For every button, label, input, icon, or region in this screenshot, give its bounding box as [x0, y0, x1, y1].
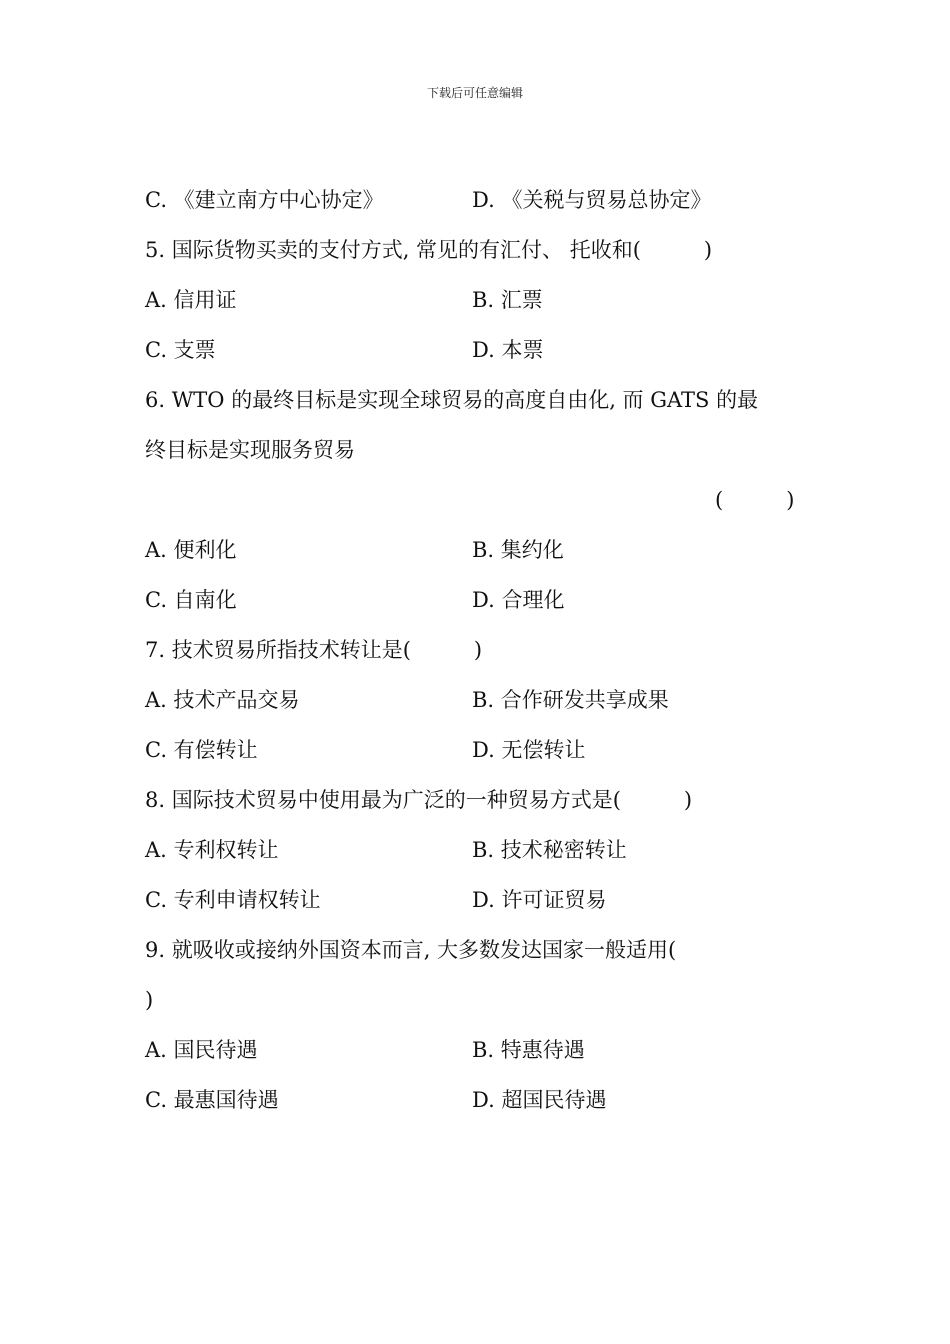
q7-option-b: B. 合作研发共享成果	[472, 688, 669, 712]
q9-stem-line2: )	[145, 988, 154, 1012]
page-header: 下载后可任意编辑	[426, 86, 523, 100]
q5-option-a: A. 信用证	[145, 288, 237, 312]
q8-stem: 8. 国际技术贸易中使用最为广泛的一种贸易方式是( )	[145, 788, 693, 812]
q9-option-b: B. 特惠待遇	[472, 1038, 585, 1062]
q8-option-a: A. 专利权转让	[145, 838, 279, 862]
q5-stem: 5. 国际货物买卖的支付方式, 常见的有汇付、 托收和( )	[145, 238, 713, 262]
q8-option-d: D. 许可证贸易	[472, 888, 607, 912]
q6-stem-line1: 6. WTO 的最终目标是实现全球贸易的高度自由化, 而 GATS 的最	[145, 388, 759, 412]
q5-option-d: D. 本票	[472, 338, 544, 362]
q4-option-c: C. 《建立南方中心协定》	[145, 188, 384, 212]
q8-option-c: C. 专利申请权转让	[145, 888, 321, 912]
q6-option-c: C. 自南化	[145, 588, 237, 612]
q7-stem: 7. 技术贸易所指技术转让是( )	[145, 638, 483, 662]
q7-option-d: D. 无偿转让	[472, 738, 586, 762]
q8-option-b: B. 技术秘密转让	[472, 838, 627, 862]
q9-option-a: A. 国民待遇	[145, 1038, 258, 1062]
q5-option-c: C. 支票	[145, 338, 216, 362]
q9-option-c: C. 最惠国待遇	[145, 1088, 279, 1112]
q6-option-a: A. 便利化	[145, 538, 237, 562]
q6-option-d: D. 合理化	[472, 588, 565, 612]
q5-option-b: B. 汇票	[472, 288, 543, 312]
q6-answer-paren: ( )	[715, 488, 795, 512]
q9-option-d: D. 超国民待遇	[472, 1088, 607, 1112]
q7-option-c: C. 有偿转让	[145, 738, 258, 762]
q6-stem-line2: 终目标是实现服务贸易	[145, 438, 355, 462]
q4-option-d: D. 《关税与贸易总协定》	[472, 188, 712, 212]
q6-option-b: B. 集约化	[472, 538, 564, 562]
q9-stem-line1: 9. 就吸收或接纳外国资本而言, 大多数发达国家一般适用(	[145, 938, 677, 962]
q7-option-a: A. 技术产品交易	[145, 688, 300, 712]
